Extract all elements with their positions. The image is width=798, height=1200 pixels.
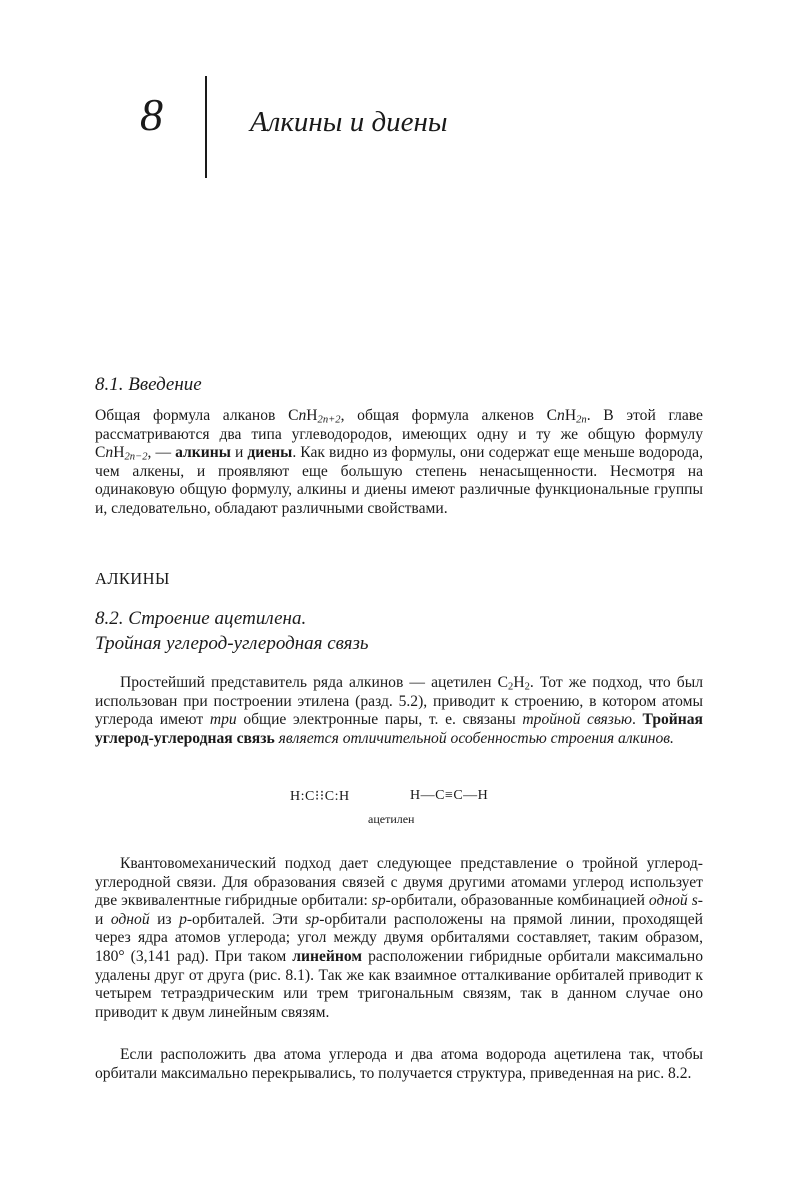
- section-title-line-1: 8.2. Строение ацетилена.: [95, 608, 307, 629]
- section-title-introduction: 8.1. Введение: [95, 374, 202, 395]
- part-heading-alkynes: АЛКИНЫ: [95, 569, 170, 588]
- paragraph-acetylene-structure: Простейший представитель ряда алкинов — ацетилен $C_2H_2$. Тот же подход, что был использован при построении этилена (разд. 5.2), приводит к строению, в котором атомы углерода имеют три общие электронные пары, т. е. связаны тройной связью. Тройная углерод-углеродная связь является отличительной особенностью строения алкинов.: [95, 674, 704, 747]
- chapter-title: Алкины и диены: [250, 106, 448, 138]
- lewis-formula: H:C⁝⁝C:H: [290, 789, 350, 804]
- section-title-acetylene: [95, 606, 369, 656]
- chapter-divider: [205, 76, 207, 178]
- acetylene-formulas: [0, 788, 798, 836]
- paragraph-introduction: Общая формула алканов CnH$_{2n+2}$, общая формула алкенов CnH$_{2n}$. В этой главе рассматриваются два типа углеводородов, имеющих одну и ту же общую формулу CnH$_{2n-2}$, — алкины и диены. Как видно из формулы, они содержат еще меньше водорода, чем алкены, и проявляют еще большую степень ненасыщенности. Несмотря на одинаковую общую формулу, алкины и диены имеют различные функциональные группы и, следовательно, обладают различными свойствами.: [95, 407, 703, 517]
- formula-caption: ацетилен: [368, 812, 415, 826]
- paragraph-orbital-overlap: Если расположить два атома углерода и два атома водорода ацетилена так, чтобы орбитали максимально перекрывались, то получается структура, приведенная на рис. 8.2.: [95, 1046, 703, 1082]
- section-title-line-2: Тройная углерод-углеродная связь: [95, 633, 369, 654]
- paragraph-quantum-approach: Квантовомеханический подход дает следующее представление о тройной углерод-углеродной связи. Для образования связей с двумя другими атомами углерод использует две эквивалентные гибридные орбитали: sp-орбитали, образованные комбинацией одной s- и одной из p-орбиталей. Эти sp-орбитали расположены на прямой линии, проходящей через ядра атомов углерода; угол между двумя орбиталями составляет, таким образом, 180° (3,141 рад). При таком линейном расположении гибридные орбитали максимально удалены друг от друга (рис. 8.1). Так же как взаимное отталкивание орбиталей приводит к четырем тетраэдрическим или трем тригональным связям, так в данном случае оно приводит к двум линейным связям.: [95, 855, 703, 1021]
- chapter-number: 8: [140, 89, 163, 140]
- structural-formula: H—C≡C—H: [410, 788, 489, 803]
